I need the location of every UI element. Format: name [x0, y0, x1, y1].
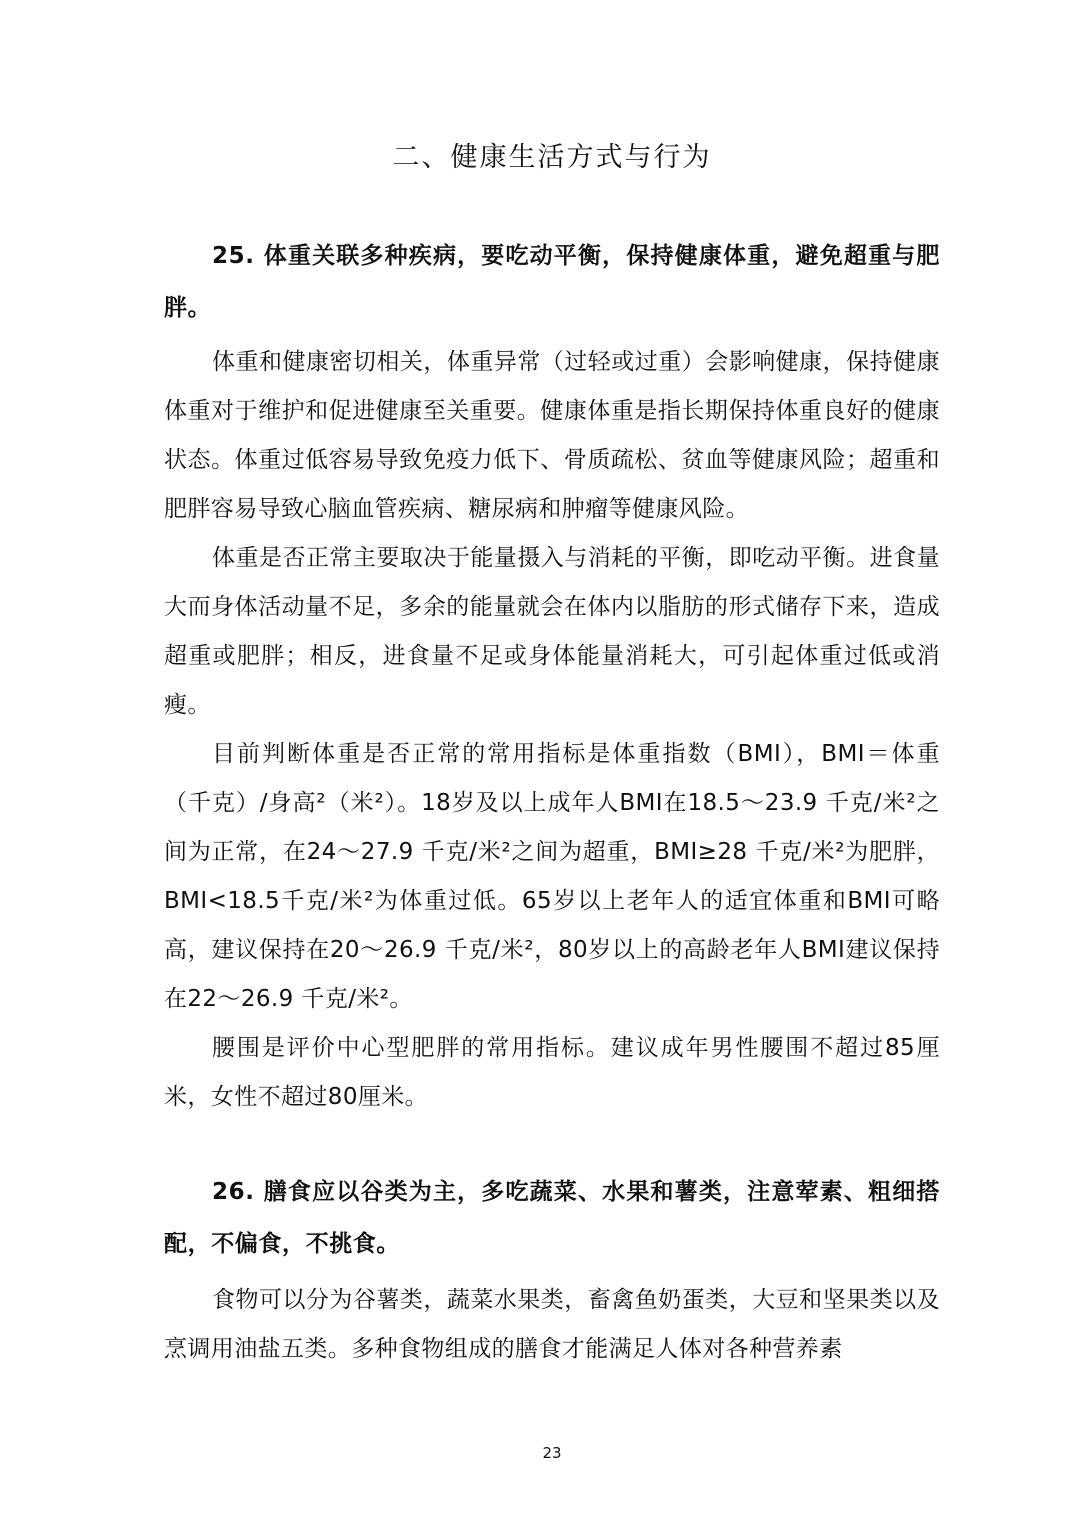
- document-page: [164, 0, 940, 1520]
- item-25-paragraph-3: 目前判断体重是否正常的常用指标是体重指数（BMI），BMI＝体重（千克）/身高²（米²）。18岁及以上成年人BMI在18.5～23.9 千克/米²之间为正常，在24～27.9 千克/米²之间为超重，BMI≥28 千克/米²为肥胖，BMI<18.5千克/米²为体重过低。65岁以上老年人的适宜体重和BMI可略高，建议保持在20～26.9 千克/米²，80岁以上的高龄老年人BMI建议保持在22～26.9 千克/米²。: [164, 741, 940, 1012]
- item-25-paragraph-4: 腰围是评价中心型肥胖的常用指标。建议成年男性腰围不超过85厘米，女性不超过80厘米。: [164, 1035, 940, 1110]
- item-26-heading-text: 膳食应以谷类为主，多吃蔬菜、水果和薯类，注意荤素、粗细搭配，不偏食，不挑食。: [164, 1178, 940, 1257]
- section-title: 二、健康生活方式与行为: [392, 142, 712, 173]
- item-25-heading: [164, 230, 940, 334]
- item-25-heading-text: 体重关联多种疾病，要吃动平衡，保持健康体重，避免超重与肥胖。: [164, 242, 940, 321]
- item-26-paragraph-1: 食物可以分为谷薯类，蔬菜水果类，畜禽鱼奶蛋类，大豆和坚果类以及烹调用油盐五类。多种食物组成的膳食才能满足人体对各种营养素: [164, 1287, 940, 1362]
- item-25-paragraph-2: 体重是否正常主要取决于能量摄入与消耗的平衡，即吃动平衡。进食量大而身体活动量不足，多余的能量就会在体内以脂肪的形式储存下来，造成超重或肥胖；相反，进食量不足或身体能量消耗大，可引起体重过低或消瘦。: [164, 545, 940, 718]
- item-26-heading: [164, 1166, 940, 1270]
- item-26-number: 26.: [212, 1179, 255, 1205]
- item-25-number: 25.: [212, 243, 255, 269]
- item-25-paragraph-1: 体重和健康密切相关，体重异常（过轻或过重）会影响健康，保持健康体重对于维护和促进健康至关重要。健康体重是指长期保持体重良好的健康状态。体重过低容易导致免疫力低下、骨质疏松、贫血等健康风险；超重和肥胖容易导致心脑血管疾病、糖尿病和肿瘤等健康风险。: [164, 349, 940, 522]
- page-number: 23: [542, 1444, 562, 1462]
